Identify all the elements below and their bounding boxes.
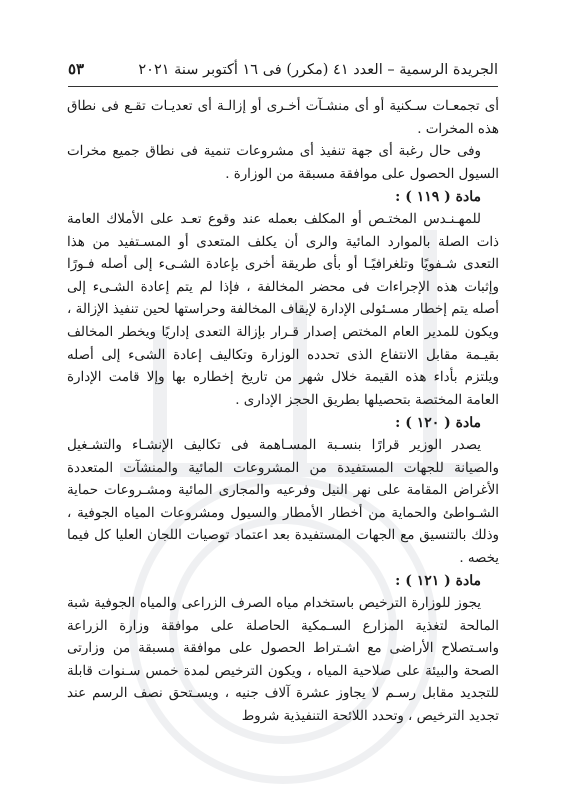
paragraph: للمهـنـدس المختـص أو المكلف بعمله عند وقوع تعـد على الأملاك العامة ذات الصلة بالموارد المائية والرى أن يكلف المتعدى أو المسـتفيد من هذا التعدى شـفويًا وتلغرافيًـا أو بأى طريقة أخرى بإعادة الشـىء إلى أصله فـورًا وإثبات هذه الإجراءات فى محضر المخالفة ، فإذا لم يتم إعادة الشـىء إلى أصله يتم إخطار مسـئولى الإدارة لإيقاف المخالفة وحراستها لحين تنفيذ الإزالة ، ويكون للمدير العام المختص إصدار قـرار بإزالة التعدى إداريًا ويخطر المخالف بقيـمة مقابل الانتفاع الذى تحدده الوزارة وتكاليف إعادة الشىء إلى أصله ويلتزم بأداء هذه القيمة خلال شهر من تاريخ إخطاره بها وإلا قامت الإدارة العامة المختصة بتحصيلها بطريق الحجز الإدارى . <box>67 211 499 408</box>
article-heading: مادة ( ١٢١ ) : <box>395 573 481 590</box>
document-body <box>67 96 499 729</box>
running-header <box>68 60 498 82</box>
paragraph: أى تجمعـات سـكنية أو أى منشـآت أخـرى أو إزالـة أى تعديـات تقـع فى نطاق هذه المخرات . <box>67 99 499 137</box>
header-divider <box>68 86 498 87</box>
article-heading: مادة ( ١٢٠ ) : <box>395 415 481 432</box>
article-heading: مادة ( ١١٩ ) : <box>395 189 481 206</box>
paragraph: يصدر الوزير قرارًا بنسـبة المسـاهمة فى تكاليف الإنشـاء والتشـغيل والصيانة للجهات المستفيدة من المشروعات المائية والمنشآت المتعددة الأغراض المقامة على نهر النيل وفرعيه والمجارى المائية ومشـروعات حماية الشـواطئ والحماية من أخطار الأمطار والسيول ومشروعات المياه الجوفية ، وذلك بالتنسيق مع الجهات المستفيدة بعد اعتماد توصيات اللجان العليا كل فيما يخصه . <box>67 437 499 566</box>
header-title: الجريدة الرسمية – العدد ٤١ (مكرر) فى ١٦ أكتوبر سنة ٢٠٢١ <box>138 62 498 78</box>
paragraph: يجوز للوزارة الترخيص باستخدام مياه الصرف الزراعى والمياه الجوفية شبة المالحة لتغذية المزارع السـمكية الحاصلة على موافقة وزارة الزراعة واسـتصلاح الأراضى مع اشـتراط الحصول على موافقة مسبقة من وزارتى الصحة والبيئة على صلاحية المياه ، ويكون الترخيص لمدة خمس سـنوات قابلة للتجديد مقابل رسـم لا يجاوز عشرة آلاف جنيه ، ويسـتحق نصف الرسم عند تجديد الترخيص ، وتحدد اللائحة التنفيذية شروط <box>67 596 499 725</box>
page-number: ٥٣ <box>68 60 85 78</box>
paragraph: وفى حال رغبة أى جهة تنفيذ أى مشروعات تنمية فى نطاق جميع مخرات السيول الحصول على موافقة مسبقة من الوزارة . <box>67 144 499 182</box>
